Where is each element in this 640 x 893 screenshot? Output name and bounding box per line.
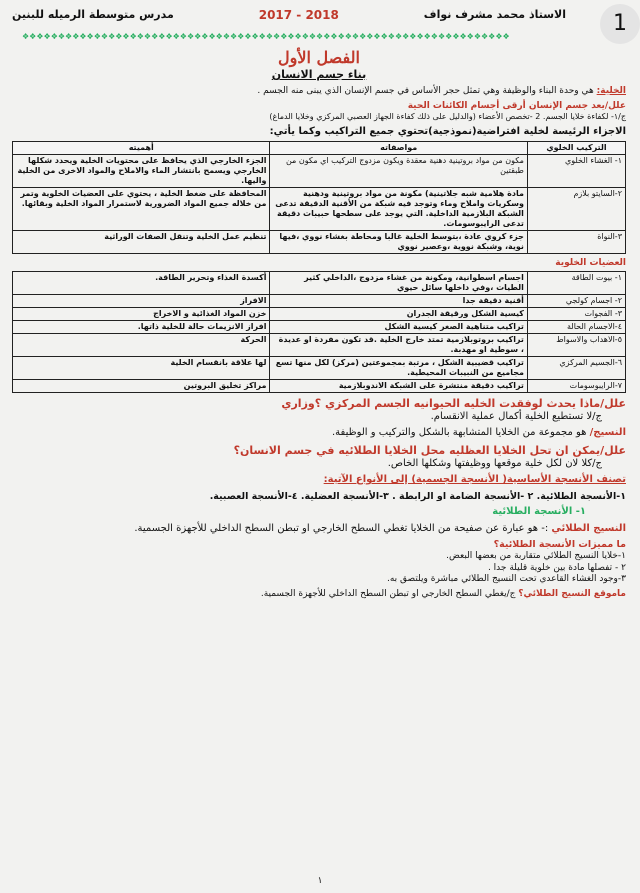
question-2: علل/ماذا يحدث لوفقدت الخليه الحيوانيه الجسم المركزي ؟وزاري: [281, 397, 626, 410]
chapter-heading: الفصل الأول: [278, 48, 360, 67]
table-row: [13, 380, 626, 393]
answer-2: ج/لا تستطيع الخلية أكمال عملية الانقسام.: [430, 410, 602, 422]
table-cell: جزء كروي عادة ،بتوسط الخلية غالبا ومحاطة بغشاء نووي ،فيها نوية، وشبكة نووية ،وعصير نووي: [270, 230, 527, 253]
tissue-definition: [12, 427, 626, 440]
table-cell: تراكيب بروتوبلازمية تمتد خارج الخلية .قد تكون مفردة او عديدة ، سوطية او مهدبة.: [270, 334, 527, 357]
table-cell: مادة هلامية شبه جلاتينية) مكونة من مواد بروتينية ودهنية وسكريات واملاح وماء وتوجد فيه شبكة من الأقنية الدقيقة تدعى الشبكة البلازمية الداخلية. التي يوجد على سطحها حبيبات دقيقة تدعى الرايبوسومات.: [270, 187, 527, 230]
table-row: [13, 187, 626, 230]
table-cell: ٥-الاهداب والاسواط: [527, 334, 625, 357]
feature-item: ٢ - تفصلها مادة بين خلوية قليلة جدا .: [487, 562, 626, 573]
table-cell: الافراز: [13, 295, 270, 308]
chapter-title: [12, 48, 626, 82]
table-cell: ٣- الفجوات: [527, 308, 625, 321]
header: [12, 0, 626, 30]
table-cell: أكسدة الغذاء وتحرير الطاقة.: [13, 272, 270, 295]
table-cell: المحافظة على ضغط الخلية ، يحتوي على العضيات الخلوية وتمر من خلاله جميع المواد الضرورية لاستمرار المواد الخلية وبقائها.: [13, 187, 270, 230]
table-header: التركيب الخلوي: [527, 141, 625, 154]
teacher-name: الاستاذ محمد مشرف نواف: [423, 8, 566, 22]
tissue-term: النسيج/: [589, 427, 626, 439]
table-cell: افراز الانزيمات حالة للخلية ذاتها.: [13, 321, 270, 334]
table-row: [13, 154, 626, 187]
features-heading: ما مميزات الأنسجة الطلائية؟: [493, 539, 626, 551]
epithelial-definition: [12, 523, 626, 536]
table-row: [13, 357, 626, 380]
organelles-table: [12, 271, 626, 393]
table-row: [13, 295, 626, 308]
table-cell: لها علاقة بانقسام الخلية: [13, 357, 270, 380]
table-cell: ١- بيوت الطاقة: [527, 272, 625, 295]
table-cell: تراكيب متناهية الصغر كيسية الشكل: [270, 321, 527, 334]
table-header-row: [13, 141, 626, 154]
feature-item: ١-خلايا النسيج الطلائي متقاربة من بعضها البعض.: [446, 551, 626, 562]
cell-term: الخلية:: [596, 85, 626, 96]
table-cell: خزن المواد الغذائية و الاخراج: [13, 308, 270, 321]
table-cell: ٣-النواة: [527, 230, 625, 253]
table-cell: الجزء الخارجي الذي يحافظ على محتويات الخلية ويحدد شكلها الخارجي ويسمح بانتشار الماء والاملاح والمواد الاخرى من الخلية واليها.: [13, 154, 270, 187]
table-cell: تراكيب قضيبية الشكل ، مرتبة بمجموعتين (مركز) لكل منها تسع مجاميع من النبيبات المحيطية.: [270, 357, 527, 380]
tissues-heading: تصنف الأنسجة الأساسية( الأنسجة الجسمية) إلى الأنواع الآتية:: [323, 474, 626, 485]
feature-item: ٣-وجود الغشاء القاعدي تحت النسيج الطلائي مباشرة ويلتصق به.: [386, 573, 626, 584]
table-cell: ٧-الرايبوسومات: [527, 380, 625, 393]
cell-text: هي وحدة البناء والوظيفة وهي تمثل حجر الأساس في جسم الإنسان الذي يبنى منه الجسم .: [257, 85, 597, 96]
page-footer-number: ١: [317, 875, 323, 886]
parts-intro: الاجزاء الرئيسة لخلية افتراضية(نموذجية)تحتوي جميع التراكيب وكما يأتي:: [269, 126, 626, 138]
table-header: أهميته: [13, 141, 270, 154]
epithelial-term: النسيج الطلائي: [551, 522, 626, 534]
table-cell: اجسام اسطوانية، ومكونة من غشاء مزدوج ،الداخلي كثير الطيات ،وفي داخلها سائل حيوي: [270, 272, 527, 295]
table-cell: ٦-الجسيم المركزي: [527, 357, 625, 380]
table-cell: مراكز تخليق البروتين: [13, 380, 270, 393]
page-number-badge: 1: [600, 4, 640, 44]
organelles-heading: العضيات الخلوية: [555, 257, 626, 268]
epithelial-text: :- هو عبارة عن صفيحة من الخلايا تغطي السطح الخارجي او تبطن السطح الداخلي للأجهزة الجسمية.: [134, 522, 552, 534]
tissue-text: هو مجموعة من الخلايا المتشابهة بالشكل والتركيب و الوظيفة.: [332, 427, 590, 439]
answer-3: ج/كلا لان لكل خلية موقعها ووظيفتها وشكلها الخاص.: [387, 457, 602, 469]
question-3: علل/يمكن ان تحل الخلايا العظليه محل الخلايا الطلائيه في جسم الانسان؟: [233, 443, 626, 457]
location-question: ماموقع النسيج الطلائي؟: [518, 589, 626, 599]
table-cell: ١- الغشاء الخلوي: [527, 154, 625, 187]
table-cell: ٤-الاجسام الحالة: [527, 321, 625, 334]
answer-1: ج/١- لكفاءة خلايا الجسم. 2 -تخصص الأعضاء (والدليل على ذلك كفاءة الجهاز العصبي المركزي وخلايا الدماغ): [269, 112, 626, 122]
dotted-divider: ❖❖❖❖❖❖❖❖❖❖❖❖❖❖❖❖❖❖❖❖❖❖❖❖❖❖❖❖❖❖❖❖❖❖❖❖❖❖❖❖❖❖❖❖❖❖❖❖❖❖❖❖❖❖❖❖❖❖❖❖❖❖❖❖❖❖❖❖: [22, 32, 510, 41]
table-row: [13, 272, 626, 295]
school-name: مدرس متوسطة الرميله للبنين: [12, 8, 174, 22]
table-cell: ٢-السايتو بلازم: [527, 187, 625, 230]
question-1: علل/يعد جسم الإنسان أرقى أجسام الكائنات الحية: [407, 101, 626, 111]
table-cell: أقنية دقيقة جدا: [270, 295, 527, 308]
table-row: [13, 334, 626, 357]
table-cell: تنظيم عمل الخلية وتنقل الصفات الوراثية: [13, 230, 270, 253]
tissue-types: ١-الأنسجة الطلائية. ٢ -الأنسجة الضامة او الرابطة . ٣-الأنسجة العضلية. ٤-الأنسجة العصبية.: [209, 490, 626, 502]
table-row: [13, 321, 626, 334]
location-line: [12, 589, 626, 600]
table-cell: الحركة: [13, 334, 270, 357]
table-cell: مكون من مواد بروتينية دهنية معقدة ويكون مزدوج التركيب اي مكون من طبقتين: [270, 154, 527, 187]
table-cell: ٢- اجسام كولجي: [527, 295, 625, 308]
school-years: 2017 - 2018: [258, 7, 339, 22]
table-cell: تراكيب دقيقة منتشرة على الشبكة الاندوبلازمية: [270, 380, 527, 393]
chapter-subject: بناء جسم الانسان: [271, 68, 367, 81]
cell-definition: [12, 86, 626, 97]
cell-parts-table: [12, 141, 626, 254]
table-row: [13, 308, 626, 321]
location-answer: ج/يغطي السطح الخارجي او تبطن السطح الداخلي للأجهزة الجسمية.: [260, 589, 519, 599]
table-row: [13, 230, 626, 253]
epithelial-heading: ١- الأنسجة الطلائية: [492, 506, 586, 518]
table-header: مواصفاته: [270, 141, 527, 154]
table-cell: كيسية الشكل ورقيقة الجدران: [270, 308, 527, 321]
